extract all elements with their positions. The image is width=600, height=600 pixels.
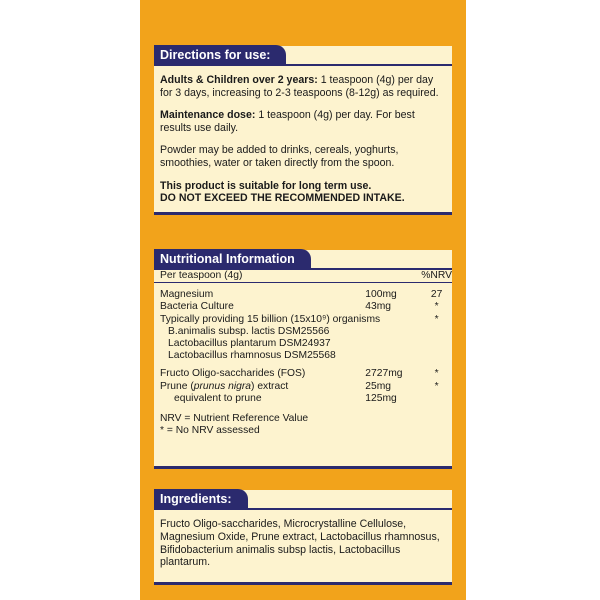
header-label: Per teaspoon (4g) (154, 270, 365, 283)
powder-instructions: Powder may be added to drinks, cereals, yoghurts, smoothies, water or taken directly from the spoon. (160, 144, 399, 169)
maintenance-label: Maintenance dose: (160, 109, 256, 122)
directions-body (154, 66, 452, 205)
table-row: B.animalis subsp. lactis DSM25566 (168, 325, 330, 337)
table-row: Fructo Oligo-saccharides (FOS) 2727mg * (160, 368, 439, 380)
header-amount (365, 270, 421, 283)
table-row: Lactobacillus plantarum DSM24937 (168, 338, 331, 350)
nrv-notes (154, 405, 452, 438)
table-row: Prune (prunus nigra) extract 25mg * (160, 380, 439, 392)
table-header-row (154, 270, 452, 283)
header-nrv: %NRV (421, 270, 452, 281)
maintenance-dose (160, 109, 446, 134)
nrv-definition: NRV = Nutrient Reference Value (160, 413, 309, 425)
maintenance-text: 1 teaspoon (4g) per day. For best results use daily. (160, 109, 415, 134)
long-term-note: This product is suitable for long term use. (160, 179, 372, 192)
ingredients-box (154, 490, 452, 585)
ingredients-title: Ingredients: (154, 489, 248, 509)
table-row: Lactobacillus rhamnosus DSM25568 (168, 350, 336, 362)
table-row: Magnesium 100mg 27 (160, 289, 443, 301)
table-row: Typically providing 15 billion (15x10⁹) organisms * (160, 313, 439, 325)
directions-title: Directions for use: (154, 45, 286, 65)
ingredients-text: Fructo Oligo-saccharides, Microcrystalline Cellulose, Magnesium Oxide, Prune extract, Lactobacillus rhamnosus, Bifidobacterium animalis subsp lactis, Lactobacillus plantarum. (160, 518, 440, 569)
table-row: equivalent to prune 125mg (174, 392, 397, 404)
directions-box (154, 46, 452, 215)
nrv-asterisk-note: * = No NRV assessed (160, 425, 260, 437)
adults-text: 1 teaspoon (4g) per day for 3 days, increasing to 2-3 teaspoons (8-12g) as required. (160, 74, 439, 99)
nutrition-box (154, 250, 452, 469)
table-row: Bacteria Culture 43mg * (160, 301, 439, 313)
warning-note: DO NOT EXCEED THE RECOMMENDED INTAKE. (160, 192, 405, 205)
adults-dose (160, 74, 446, 99)
adults-label: Adults & Children over 2 years: (160, 74, 318, 86)
nutrition-table (154, 270, 452, 405)
nutrition-title: Nutritional Information (154, 249, 311, 269)
